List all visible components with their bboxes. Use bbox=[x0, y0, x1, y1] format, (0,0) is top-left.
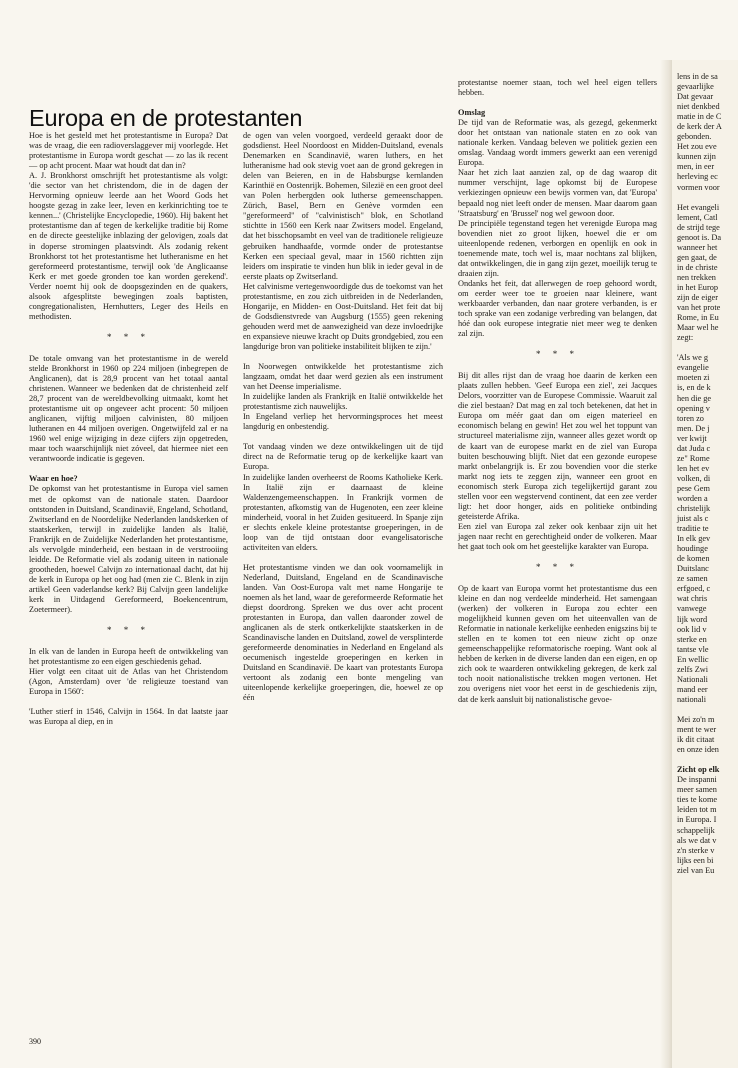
facing-page-line: z'n sterke v bbox=[677, 845, 715, 855]
facing-page-line: Zicht op elk bbox=[677, 765, 720, 775]
facing-page-line: Duitslanc bbox=[677, 564, 709, 574]
paragraph: Bij dit alles rijst dan de vraag hoe daarin de kerken een plaats zullen hebben. 'Geef Europa een ziel', zei Jacques Delors, voorzitter van de Europese Commissie. Waaruit zal die ziel bestaan? Dat mag en zal toch betekenen, dat het in Europa om méér gaat dan om eigen materieel en economisch belang en gewin! Het zou wel het toppunt van structureel materialisme zijn, wanneer alles gezet wordt op de kaart van de europese markt en de ziel van Europa buiten beschouwing blijft. Niet dat een gezonde europese markt onbelangrijk is. Er zou bovendien voor die sterke markt nog iets te zeggen zijn, wanneer een groot en economisch sterk Europa zich tegelijkertijd garant zou stellen voor een wegstervend continent, dat een zee verder ligt: het door honger, aids en politieke ontbinding geteisterde Afrika. bbox=[458, 371, 657, 521]
facing-page-line: moeten zi bbox=[677, 373, 710, 383]
facing-page-line: lement, Catl bbox=[677, 212, 718, 222]
facing-page-line bbox=[677, 193, 738, 203]
facing-page-line: erfgoed, c bbox=[677, 584, 711, 594]
paragraph: In Noorwegen ontwikkelde het protestantisme zich langzaam, omdat het daar werd gezien als een instrument van het Deense imperialisme. bbox=[243, 362, 443, 392]
facing-page-line: en onze iden bbox=[677, 745, 719, 755]
facing-page-line: gevaarlijke bbox=[677, 82, 714, 92]
facing-page-line: nationali bbox=[677, 694, 707, 704]
section-divider: * * * bbox=[107, 331, 150, 342]
facing-page-line: Maar wel he bbox=[677, 323, 719, 333]
article-title: Europa en de protestanten bbox=[29, 105, 303, 131]
facing-page-line: En wellic bbox=[677, 654, 709, 664]
paragraph: Een ziel van Europa zal zeker ook kenbaar zijn uit het jagen naar recht en gerechtigheid onder de volkeren. Maar het gaat toch ook om het geestelijke karakter van Europa. bbox=[458, 521, 657, 551]
column-1 bbox=[29, 131, 228, 727]
facing-page-line: houdinge bbox=[677, 544, 708, 554]
facing-page-line: juist als c bbox=[677, 514, 709, 524]
facing-page-line: ik dit citaat bbox=[677, 735, 715, 745]
facing-page-line: meer samen bbox=[677, 785, 717, 795]
facing-page-line: Mei zo'n m bbox=[677, 715, 715, 724]
facing-page-line: ver kwijt bbox=[677, 433, 707, 443]
facing-page-line: hen die ge bbox=[677, 393, 712, 403]
section-divider: * * * bbox=[536, 562, 579, 573]
facing-page-line: Het evangeli bbox=[677, 202, 720, 212]
facing-page-line: worden a bbox=[677, 493, 708, 503]
facing-page-line: pese Gem bbox=[677, 483, 710, 493]
facing-page-line: van het prote bbox=[677, 303, 721, 313]
paragraph: de ogen van velen voorgoed, verdeeld geraakt door de godsdienst. Heel Noordoost en Midden-Duitsland, evenals Denemarken en Scandinavië, waren luthers, en het lutheranisme had ook stevig voet aan de grond gekregen in delen van Beieren, en in de Habsburgse kernlanden Karinthië en Oostenrijk. Bohemen, Silezië en een groot deel van Polen herbergden ook lutherse gemeenschappen. Zürich, Basel, Bern en Genève vormden een "gereformeerd" of "calvinistisch" blok, en Schotland stichtte in 1560 een Kerk naar Zwitsers model. Engeland, dat het bisschopsambt en veel van de traditionele religieuze gebruiken handhaafde, vormde onder de protestantse Kerken een speciaal geval, maar in 1560 richtten zijn leiders om inspiratie te vinden hun blik in ieder geval in de eerste plaats op Zwitserland. bbox=[243, 131, 443, 281]
facing-page-line: de strijd tege bbox=[677, 222, 720, 232]
facing-page-line: Dat gevaar bbox=[677, 92, 714, 102]
facing-page-line: In elk gev bbox=[677, 534, 711, 544]
paragraph: Hoe is het gesteld met het protestantisme in Europa? Dat was de vraag, die een radioverslaggever mij voorlegde. Het protestantisme in Europa wordt geschat — zo las ik recent — op acht procent. Maar wat houdt dat dan in? bbox=[29, 131, 228, 171]
facing-page-line: zijn de eiger bbox=[677, 293, 719, 303]
paragraph: De tijd van de Reformatie was, als gezegd, gekenmerkt door het ontstaan van nationale staten en zo ook van nationale kerken. Vandaag beleven we politiek gezien een omslag. Vandaag wordt immers gewerkt aan een verenigd Europa. bbox=[458, 118, 657, 168]
section-heading: Omslag bbox=[458, 108, 486, 118]
section-divider: * * * bbox=[107, 625, 150, 636]
facing-page-line: niet denkbed bbox=[677, 102, 720, 112]
facing-page-line: matie in de C bbox=[677, 112, 722, 122]
facing-page-line: in het Europ bbox=[677, 282, 719, 292]
facing-page-line: genoot is. Da bbox=[677, 232, 722, 242]
facing-page-line: sterke en bbox=[677, 634, 707, 644]
facing-page-line: volken, di bbox=[677, 473, 711, 483]
facing-page-line: in Europa. I bbox=[677, 815, 717, 825]
facing-page-line bbox=[677, 705, 738, 715]
page-number: 390 bbox=[29, 1037, 41, 1046]
column-2 bbox=[243, 131, 443, 704]
facing-page-line: traditie te bbox=[677, 524, 709, 534]
column-3 bbox=[458, 78, 657, 705]
paragraph: In elk van de landen in Europa heeft de ontwikkeling van het protestantisme zo een eigen geschiedenis gehad. bbox=[29, 647, 228, 667]
paragraph: Naar het zich laat aanzien zal, op de dag waarop dit nummer verschijnt, lage opkomst bij de Europese verkiezingen opnieuw een bewijs vormen van, dat 'Europa' bepaald nog niet leeft onder de mensen. Maar daarom gaan 'Straatsburg' en 'Brussel' nog wel gewoon door. bbox=[458, 168, 657, 218]
facing-page-line: ties te kome bbox=[677, 795, 718, 805]
facing-page-line: vanwege bbox=[677, 604, 707, 614]
facing-page-line: schappelijk bbox=[677, 825, 715, 835]
facing-page-line: herleving ec bbox=[677, 172, 718, 182]
facing-page-line: de komen bbox=[677, 554, 710, 564]
facing-page-line: ze samen bbox=[677, 574, 708, 584]
paragraph: In zuidelijke landen overheerst de Rooms Katholieke Kerk. In Italië zijn er daarnaast de kleine Waldenzengemeenschappen. In Frankrijk vormen de protestanten, afkomstig van de Hugenoten, een zeer kleine minderheid, vooral in het Zuiden gesitueerd. In Spanje zijn er slechts enkele kleine protestantse groeperingen, in de loop van de tijd ontstaan door evangelisatorische activiteiten van elders. bbox=[243, 472, 443, 552]
facing-page-line: mand eer bbox=[677, 684, 708, 694]
paragraph: Hier volgt een citaat uit de Atlas van het Christendom (Agon, Amsterdam) over 'de religieuze toestand van Europa in 1560': bbox=[29, 667, 228, 697]
quote-paragraph: 'Luther stierf in 1546, Calvijn in 1564. In dat laatste jaar was Europa al diep, en in bbox=[29, 707, 228, 727]
facing-page-line: lijk word bbox=[677, 614, 708, 624]
paragraph: De opkomst van het protestantisme in Europa viel samen met de opkomst van de nationale staten. Daardoor ontstonden in Duitsland, Scandinavië, Engeland, Schotland, Zwitserland en de Noordelijke Nederlanden landskerken of staatskerken, terwijl in zuidelijke landen als Italië, Frankrijk en de Zuidelijke Nederlanden het protestantisme, als vervolgde minderheid, een bestaan in de verstrooiing leidde. De Reformatie viel als zodanig uiteen in nationale grootheden, hoewel Calvijn zo internationaal dacht, dat hij de kerk in Europa op het oog had (men zie C. Blenk in zijn artikel Geen vaderlandse kerk? Bij Calvijn geen landelijke kerk in Uitdagend Gereformeerd, Boekencentrum, Zoetermeer). bbox=[29, 484, 228, 615]
paragraph: Op de kaart van Europa vormt het protestantisme dus een kleine en dan nog verdeelde minderheid. Het samengaan (werken) der volkeren in Europa zou echter een mogelijkheid kunnen geven om het uiteenvallen van de Reformatie in nationale kerkelijke eenheden enigszins bij te stellen en te komen tot een nieuw zicht op onze gemeenschappelijke reformatorische roeping. Want ook al hebben de kerken in de diverse landen dan een eigen, en op zich ook te waarderen ontwikkeling gekregen, de kerk zal toch nooit nationalistische trekken mogen vertonen. Het zou overigens niet voor het eerst in de geschiedenis zijn, dat de kerk aansluit bij nationalistische gevoe- bbox=[458, 584, 657, 704]
section-heading: Waar en hoe? bbox=[29, 474, 78, 484]
paragraph: In zuidelijke landen als Frankrijk en Italië ontwikkelde het protestantisme zich nauwelijks. bbox=[243, 392, 443, 412]
facing-page-line: kunnen zijn bbox=[677, 152, 716, 162]
facing-page-line bbox=[677, 343, 738, 353]
facing-page-line: als we dat v bbox=[677, 835, 717, 845]
facing-page-line: 'Als we g bbox=[677, 353, 708, 363]
facing-page-line: wat chris bbox=[677, 594, 708, 604]
facing-page-line: nen trekken bbox=[677, 272, 716, 282]
facing-page-line: leiden tot m bbox=[677, 805, 717, 815]
facing-page-line: dat Juda c bbox=[677, 443, 711, 453]
paragraph: In Engeland verliep het hervormingsproces het meest langdurig en onbestendig. bbox=[243, 412, 443, 432]
facing-page-line: wanneer het bbox=[677, 242, 718, 252]
facing-page-line: Het zou eve bbox=[677, 142, 717, 152]
facing-page-line: zegt: bbox=[677, 333, 694, 343]
facing-page-line: de kerk der A bbox=[677, 122, 722, 132]
paragraph: De principiële tegenstand tegen het verenigde Europa mag bovendien niet zo groot lijken, hoewel die er om uiteenlopende redenen, verborgen en openlijk en ook in toenemende mate, toch wel is, maar nochtans zal blijken, dat ontwikkelingen, die in gang zijn gezet, moeilijk terug te draaien zijn. bbox=[458, 218, 657, 278]
paragraph: De totale omvang van het protestantisme in de wereld stelde Bronkhorst in 1960 op 224 miljoen (inbegrepen de Anglicanen), dat is 28,9 procent van het totaal aantal christenen. Wanneer we bedenken dat de christenheid zelf 28,7 procent van de wereldbevolking uitmaakt, komt het protestantisme uit op ongeveer acht procent: 50 miljoen anglicanen, vijftig miljoen calvinisten, 80 miljoen lutheranen en 44 miljoen overigen. Ongetwijfeld zal er na 1960 wel enige wijziging in deze cijfers zijn opgetreden, maar toch waarschijnlijk niet zóveel, dat hiermee niet een verantwoorde indicatie is gegeven. bbox=[29, 353, 228, 464]
paragraph: Tot vandaag vinden we deze ontwikkelingen uit de tijd direct na de Reformatie terug op de kerkelijke kaart van Europa. bbox=[243, 442, 443, 472]
facing-page-lines bbox=[672, 60, 738, 876]
facing-page-line: Nationali bbox=[677, 674, 708, 684]
facing-page-line: ment te wer bbox=[677, 725, 717, 735]
paragraph: protestantse noemer staan, toch wel heel eigen tellers hebben. bbox=[458, 78, 657, 98]
facing-page-line: zelfs Zwi bbox=[677, 664, 709, 674]
facing-page-line: christelijk bbox=[677, 504, 711, 514]
facing-page-line: gebonden. bbox=[677, 132, 712, 142]
facing-page-line: ook lid v bbox=[677, 624, 707, 634]
facing-page-line: opening v bbox=[677, 403, 710, 413]
facing-page-line: in de christe bbox=[677, 262, 718, 272]
section-divider: * * * bbox=[536, 349, 579, 360]
facing-page-line: De inspanni bbox=[677, 775, 717, 785]
facing-page-line bbox=[677, 755, 738, 765]
paragraph: A. J. Bronkhorst omschrijft het protestantisme als volgt: 'die sector van het christendom, die in de dagen der Hervorming opnieuw leerde aan het Woord Gods het hoogste gezag in zake leer, leven en kerkinrichting toe te kennen...' (Christelijke Encyclopedie, 1960). Hij bakent het protestantisme dan af tegen de kerkelijke traditie bij Rome en de directe geestelijke inblazing der gelovigen, zoals dat in doperse stromingen plaatsvindt. Als zodanig rekent Bronkhorst tot het protestantisme het lutheranisme en het gereformeerd protestantisme, terwijl ook 'de Anglicaanse Kerk er met goede gronden toe kan worden gerekend'. Verder noemt hij ook de doopsgezinden en de quakers, alsook afgesplitste bewegingen zoals baptisten, congregationalisten, Hernhutters, Leger des Heils en methodisten. bbox=[29, 171, 228, 321]
paragraph: Het calvinisme vertegenwoordigde dus de toekomst van het protestantisme, en zou zich uitbreiden in de Nederlanden, Hongarije, en Midden- en Oost-Duitsland. Het feit dat bij de Godsdienstvrede van Augsburg (1555) geen rekening gehouden werd met de aanwezigheid van deze invloedrijke en expansieve nieuwe kracht op Duits grondgebied, zou een langdurige bron van politieke instabiliteit blijken te zijn.' bbox=[243, 281, 443, 351]
facing-page-line: lijks een bi bbox=[677, 855, 714, 865]
paragraph: Ondanks het feit, dat allerwegen de roep gehoord wordt, om eerder weer toe te groeien naar kleinere, want werkbaarder verbanden, dan naar grotere verbanden, is er toch sprake van een zodanige verbreding van belangen, dat hóé dan ook europese integratie niet meer weg te denken zal zijn. bbox=[458, 278, 657, 339]
facing-page-line: Rome, in Eu bbox=[677, 313, 719, 323]
facing-page-line: ziel van Eu bbox=[677, 865, 715, 875]
facing-page-line: gen gaat, de bbox=[677, 252, 717, 262]
paragraph: Het protestantisme vinden we dan ook voornamelijk in Nederland, Duitsland, Engeland en de Scandinavische landen. Van Oost-Europa valt met name Hongarije te noemen als het land, waar de gereformeerde Reformatie het diepst doordrong. Spreken we dus over acht procent protestanten in Europa, dan vallen daaronder zowel de anglicanen als de sterk ontkerkelijkte staatskerken in de Scandinavische landen en Duitsland, zowel de versplinterde gereformeerde denominaties in Nederland en Engeland als oecumenisch ingestelde groeperingen en kerken in Duitsland en Scandinavië. De kaart van protestants Europa vertoont als zodanig een bonte mengeling van uiteenlopende kerkelijke groeperingen, die, hoewel ze op één bbox=[243, 562, 443, 703]
facing-page-line: len het ev bbox=[677, 463, 710, 473]
facing-page-line: is, en de k bbox=[677, 383, 711, 393]
facing-page-line: toren zo bbox=[677, 413, 704, 423]
facing-page-line: men, in eer bbox=[677, 162, 715, 172]
facing-page-line: vormen voor bbox=[677, 182, 720, 192]
facing-page-line: evangelie bbox=[677, 363, 709, 373]
facing-page-fragment bbox=[672, 60, 738, 1068]
facing-page-line: lens in de sa bbox=[677, 72, 718, 81]
facing-page-line: ze" Rome bbox=[677, 453, 710, 463]
facing-page-line: tantse vle bbox=[677, 644, 709, 654]
facing-page-line: men. De j bbox=[677, 423, 710, 433]
